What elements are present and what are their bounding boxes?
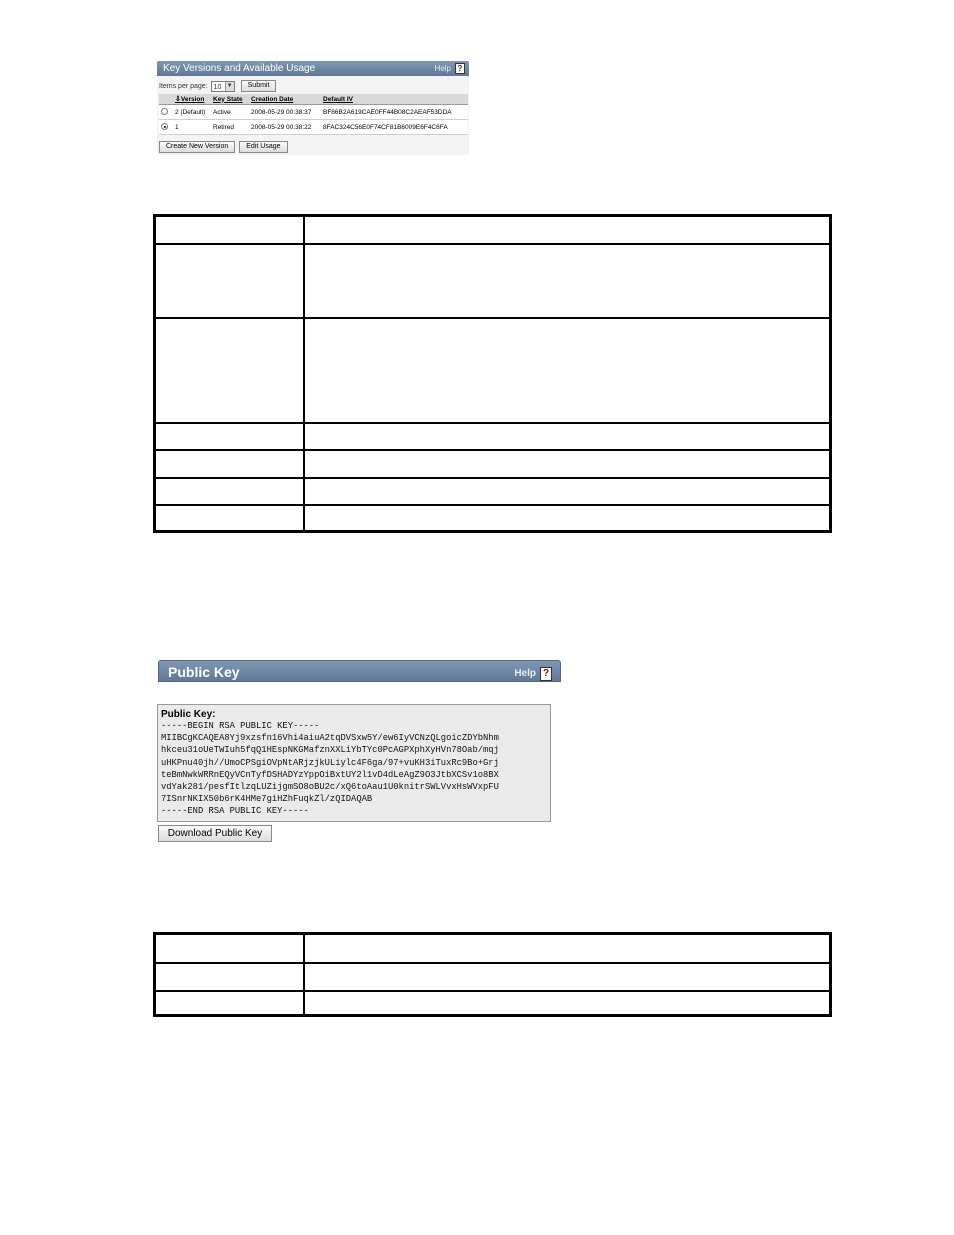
- table-header-row: [159, 94, 468, 105]
- key-versions-header: [157, 61, 469, 76]
- key-state-column-header[interactable]: Key State: [211, 94, 249, 105]
- public-key-title: Public Key: [168, 664, 240, 680]
- row-radio[interactable]: [159, 105, 173, 120]
- row-divider: [156, 243, 829, 245]
- key-state-cell: Retired: [211, 120, 249, 135]
- help-icon[interactable]: ?: [455, 63, 465, 74]
- blank-table-2: [153, 932, 832, 1017]
- public-key-header: [158, 660, 561, 682]
- table-row: [159, 105, 468, 120]
- select-column-header: [159, 94, 173, 105]
- default-iv-cell: BF86B2A619CAE0FF44B08C2AEAF53DDA: [321, 105, 468, 120]
- chevron-down-icon[interactable]: ▼: [225, 82, 234, 91]
- creation-date-column-header[interactable]: Creation Date: [249, 94, 321, 105]
- default-iv-cell: 8FAC324C56E0F74CF81B6009E6F4C6FA: [321, 120, 468, 135]
- public-key-help[interactable]: [514, 663, 552, 685]
- help-icon[interactable]: ?: [540, 667, 552, 681]
- public-key-text[interactable]: [161, 720, 550, 818]
- row-divider: [156, 477, 829, 479]
- blank-table-1: [153, 214, 832, 533]
- key-line: 7ISnrNKIX50b6rK4HMe7giHZhFuqkZl/zQIDAQAB: [161, 794, 373, 805]
- creation-date-cell: 2008-05-29 00:38:22: [249, 120, 321, 135]
- sort-down-icon[interactable]: ⇩: [175, 96, 181, 103]
- submit-button[interactable]: Submit: [241, 80, 277, 92]
- version-column-header[interactable]: ⇩Version: [173, 94, 211, 105]
- help-label[interactable]: Help: [514, 668, 536, 679]
- creation-date-cell: 2008-05-29 00:38:37: [249, 105, 321, 120]
- key-versions-help[interactable]: [435, 61, 465, 76]
- edit-usage-button[interactable]: Edit Usage: [239, 141, 287, 153]
- key-line: MIIBCgKCAQEA8Yj9xzsfn16Vhi4aiuA2tqDVSxw5Y/ew6IyVCNzQLgoicZDYbNhm: [161, 733, 499, 744]
- row-divider: [156, 504, 829, 506]
- column-divider: [303, 217, 305, 530]
- key-state-cell: Active: [211, 105, 249, 120]
- version-cell: 2 (Default): [173, 105, 211, 120]
- key-line: -----END RSA PUBLIC KEY-----: [161, 806, 309, 817]
- table-row: [159, 120, 468, 135]
- create-new-version-button[interactable]: Create New Version: [159, 141, 235, 153]
- download-public-key-button[interactable]: Download Public Key: [158, 825, 272, 842]
- default-iv-column-header[interactable]: Default IV: [321, 94, 468, 105]
- key-versions-table: [159, 94, 468, 135]
- key-line: -----BEGIN RSA PUBLIC KEY-----: [161, 721, 320, 731]
- key-line: vdYak281/pesfItlzqLUZijgmSO8oBU2c/xQ6toAau1U0knitrSWLVvxHsWVxpFU: [161, 782, 499, 793]
- items-per-page-label: Items per page:: [159, 82, 208, 90]
- key-line: hkceu31oUeTWIuh5fqQ1HEspNKGMafznXXLiYbTYc0PcAGPXphXyHVn78Oab/mqj: [161, 745, 499, 756]
- key-versions-title: Key Versions and Available Usage: [163, 63, 316, 74]
- column-divider: [303, 935, 305, 1014]
- radio-button-selected[interactable]: [161, 123, 168, 130]
- items-per-page-select[interactable]: [211, 81, 235, 92]
- public-key-label: Public Key:: [161, 709, 216, 720]
- key-line: uHKPnu40jh//UmoCPSgiOVpNtARjzjkULiylc4F6ga/97+vuKH3iTuxRc9Bo+Grj: [161, 757, 499, 768]
- row-divider: [156, 449, 829, 451]
- row-divider: [156, 317, 829, 319]
- radio-button[interactable]: [161, 108, 168, 115]
- help-label[interactable]: Help: [434, 64, 451, 73]
- key-line: teBmNwkWRRnEQyVCnTyfDSHADYzYppOiBxtUY2l1vD4dLeAgZ9O3JtbXCSv1o8BX: [161, 769, 499, 780]
- key-versions-panel: [157, 61, 469, 155]
- key-versions-actions: [159, 141, 288, 153]
- items-per-page-value: 10: [213, 83, 222, 91]
- items-per-page-row: [159, 80, 276, 92]
- row-divider: [156, 990, 829, 992]
- public-key-box: [157, 704, 551, 822]
- version-cell: 1: [173, 120, 211, 135]
- row-radio[interactable]: [159, 120, 173, 135]
- row-divider: [156, 422, 829, 424]
- row-divider: [156, 962, 829, 964]
